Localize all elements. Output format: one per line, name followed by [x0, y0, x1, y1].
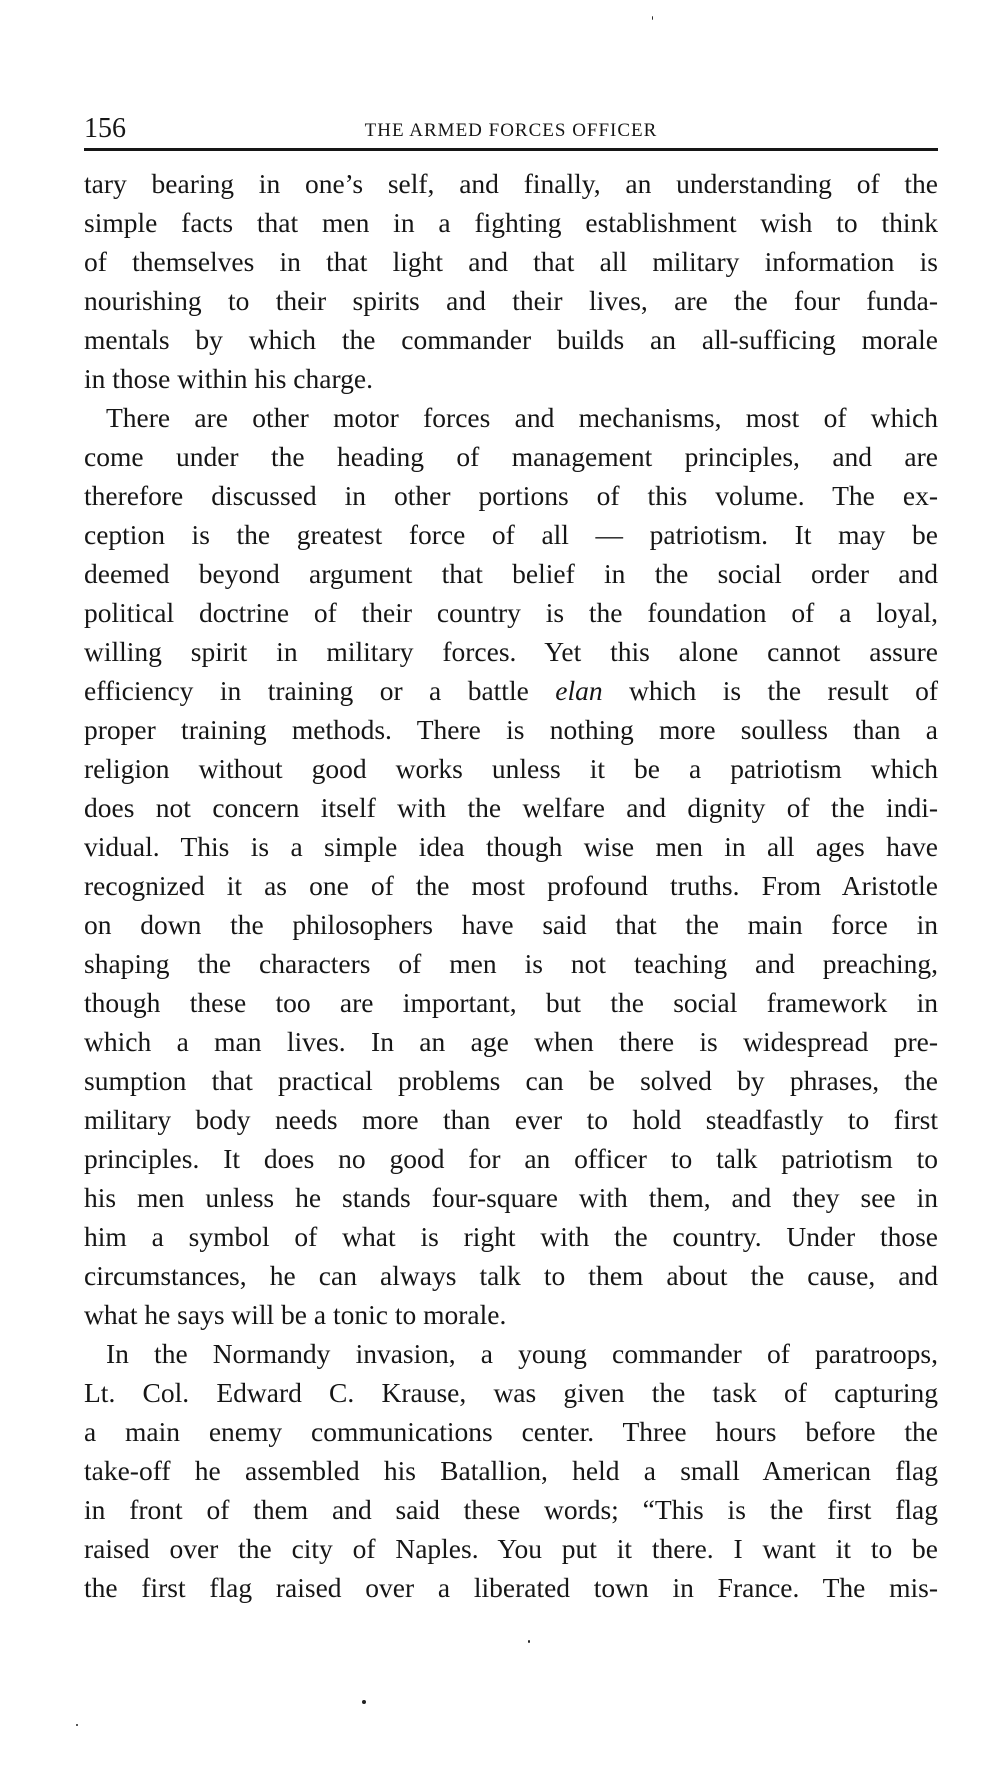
- text-segment: on down the philosophers have said that the main force in: [84, 909, 938, 940]
- text-segment: therefore discussed in other portions of this volume. The ex-: [84, 480, 938, 511]
- text-segment: There are other motor forces and mechanisms, most of which: [106, 402, 938, 433]
- italic-word: elan: [555, 675, 603, 706]
- text-segment: Lt. Col. Edward C. Krause, was given the task of capturing: [84, 1377, 938, 1408]
- text-segment: simple facts that men in a fighting establishment wish to think: [84, 207, 938, 238]
- text-line: [84, 515, 938, 554]
- text-segment: a main enemy communications center. Three hours before the: [84, 1416, 938, 1447]
- text-line: [84, 164, 938, 203]
- text-segment: in those within his charge.: [84, 363, 373, 394]
- text-line: [84, 1334, 938, 1373]
- text-segment: mentals by which the commander builds an all-sufficing morale: [84, 324, 938, 355]
- body-text: [84, 164, 938, 1607]
- text-line: [84, 671, 938, 710]
- text-segment: recognized it as one of the most profound truths. From Aristotle: [84, 870, 938, 901]
- text-line: [84, 359, 938, 398]
- text-line: [84, 788, 938, 827]
- text-segment: which is the result of: [602, 675, 939, 706]
- text-line: [84, 398, 938, 437]
- text-line: [84, 1490, 938, 1529]
- text-segment: though these too are important, but the social framework in: [84, 987, 938, 1018]
- text-line: [84, 710, 938, 749]
- text-segment: shaping the characters of men is not teaching and preaching,: [84, 948, 938, 979]
- text-line: [84, 827, 938, 866]
- text-line: [84, 1412, 938, 1451]
- text-line: [84, 983, 938, 1022]
- text-segment: circumstances, he can always talk to them about the cause, and: [84, 1260, 938, 1291]
- text-segment: in front of them and said these words; “This is the first flag: [84, 1494, 938, 1525]
- text-line: [84, 242, 938, 281]
- text-segment: of themselves in that light and that all military information is: [84, 246, 938, 277]
- header-rule: [84, 148, 938, 151]
- scan-speck: [76, 1724, 78, 1726]
- text-segment: the first flag raised over a liberated town in France. The mis-: [84, 1572, 938, 1603]
- text-segment: which a man lives. In an age when there is widespread pre-: [84, 1026, 938, 1057]
- text-segment: raised over the city of Naples. You put it there. I want it to be: [84, 1533, 938, 1564]
- text-segment: does not concern itself with the welfare and dignity of the indi-: [84, 792, 938, 823]
- text-line: [84, 1256, 938, 1295]
- text-line: [84, 1568, 938, 1607]
- text-line: [84, 1451, 938, 1490]
- text-line: [84, 554, 938, 593]
- running-header: [84, 112, 938, 146]
- paragraph: [84, 1334, 938, 1607]
- paragraph: [84, 398, 938, 1334]
- text-line: [84, 1139, 938, 1178]
- text-line: [84, 1178, 938, 1217]
- text-segment: military body needs more than ever to hold steadfastly to first: [84, 1104, 938, 1135]
- text-segment: principles. It does no good for an officer to talk patriotism to: [84, 1143, 938, 1174]
- text-line: [84, 593, 938, 632]
- text-segment: him a symbol of what is right with the country. Under those: [84, 1221, 938, 1252]
- text-segment: deemed beyond argument that belief in the social order and: [84, 558, 938, 589]
- text-line: [84, 749, 938, 788]
- text-line: [84, 1529, 938, 1568]
- text-segment: his men unless he stands four-square with them, and they see in: [84, 1182, 938, 1213]
- running-title: THE ARMED FORCES OFFICER: [364, 120, 658, 141]
- text-line: [84, 905, 938, 944]
- text-segment: come under the heading of management principles, and are: [84, 441, 938, 472]
- text-segment: religion without good works unless it be a patriotism which: [84, 753, 938, 784]
- text-line: [84, 281, 938, 320]
- text-line: [84, 437, 938, 476]
- text-line: [84, 320, 938, 359]
- scan-speck: [528, 1640, 530, 1643]
- text-segment: political doctrine of their country is the foundation of a loyal,: [84, 597, 938, 628]
- text-line: [84, 203, 938, 242]
- text-line: [84, 866, 938, 905]
- scan-speck: [652, 16, 653, 20]
- text-segment: vidual. This is a simple idea though wise men in all ages have: [84, 831, 938, 862]
- text-segment: proper training methods. There is nothing more soulless than a: [84, 714, 938, 745]
- text-line: [84, 476, 938, 515]
- page-number: 156: [84, 113, 126, 144]
- text-line: [84, 1373, 938, 1412]
- text-segment: sumption that practical problems can be solved by phrases, the: [84, 1065, 938, 1096]
- paragraph: [84, 164, 938, 398]
- text-segment: take-off he assembled his Batallion, held a small American flag: [84, 1455, 938, 1486]
- text-line: [84, 1061, 938, 1100]
- text-line: [84, 1022, 938, 1061]
- text-segment: tary bearing in one’s self, and finally, an understanding of the: [84, 168, 938, 199]
- text-line: [84, 1295, 938, 1334]
- text-segment: efficiency in training or a battle: [84, 675, 556, 706]
- text-line: [84, 944, 938, 983]
- text-segment: In the Normandy invasion, a young commander of paratroops,: [106, 1338, 938, 1369]
- scan-speck: [362, 1700, 366, 1704]
- text-segment: what he says will be a tonic to morale.: [84, 1299, 507, 1330]
- text-line: [84, 1217, 938, 1256]
- text-line: [84, 632, 938, 671]
- text-segment: willing spirit in military forces. Yet this alone cannot assure: [84, 636, 938, 667]
- text-segment: ception is the greatest force of all — patriotism. It may be: [84, 519, 938, 550]
- text-line: [84, 1100, 938, 1139]
- text-segment: nourishing to their spirits and their lives, are the four funda-: [84, 285, 938, 316]
